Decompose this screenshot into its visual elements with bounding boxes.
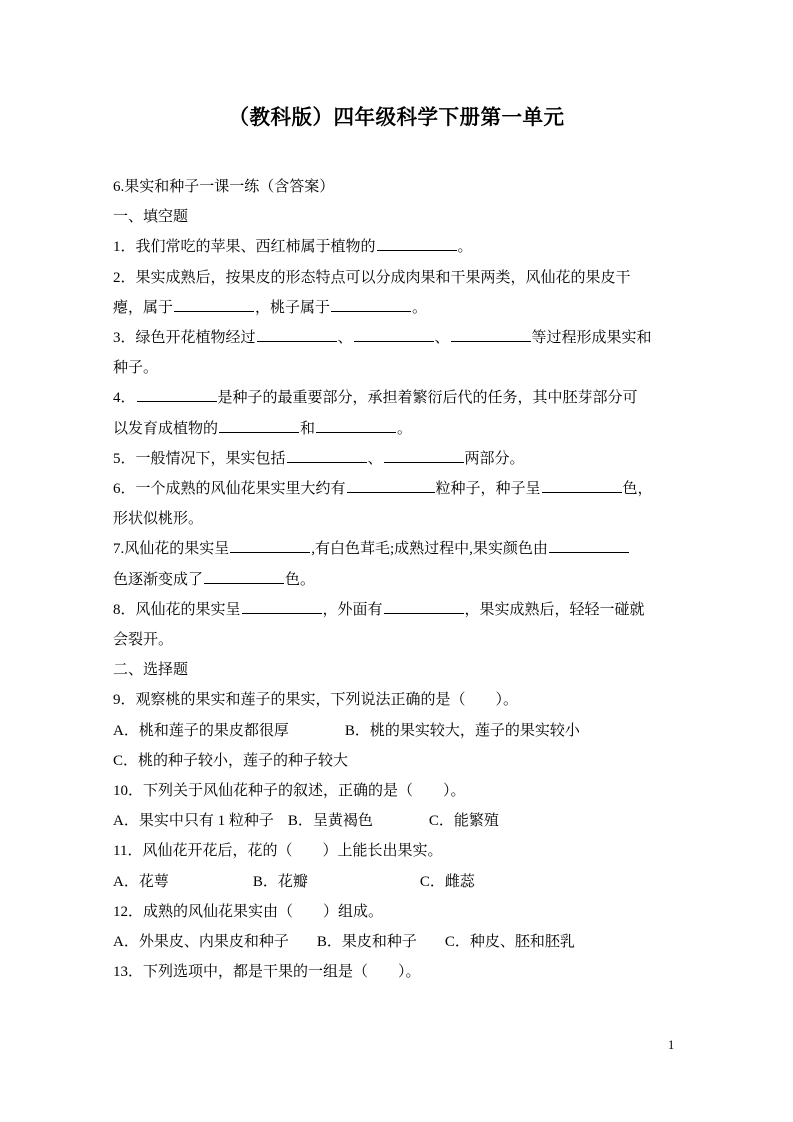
question-7-text-b: ,有白色茸毛;成熟过程中,果实颜色由 bbox=[311, 541, 548, 558]
answer-blank bbox=[384, 448, 464, 463]
question-4-text-b: 是种子的最重要部分，承担着繁衍后代的任务，其中胚芽部分可 bbox=[217, 390, 638, 407]
question-7-line-1 bbox=[113, 534, 683, 564]
question-5-text-b: 、 bbox=[367, 450, 383, 467]
question-2-text-c: ，桃子属于 bbox=[255, 299, 331, 316]
question-10-text: 10．下列关于风仙花种子的叙述，正确的是（ ）。 bbox=[113, 783, 466, 800]
question-3-text-c: 、 bbox=[434, 330, 450, 347]
question-8-line-1 bbox=[113, 595, 683, 625]
question-10-option-a: A．果实中只有 1 粒种子 bbox=[113, 813, 274, 830]
question-12 bbox=[113, 897, 683, 927]
question-12-options bbox=[113, 927, 683, 957]
answer-blank bbox=[204, 568, 284, 583]
answer-blank bbox=[451, 327, 531, 342]
section-heading-multiple-choice-text: 二、选择题 bbox=[113, 662, 189, 679]
answer-blank bbox=[549, 538, 629, 553]
answer-blank bbox=[377, 236, 457, 251]
question-2-text-b: 瘪，属于 bbox=[113, 299, 174, 316]
question-2-text-a: 2．果实成熟后，按果皮的形态特点可以分成肉果和干果两类，风仙花的果皮干 bbox=[113, 269, 631, 286]
question-9-text: 9．观察桃的果实和莲子的果实，下列说法正确的是（ ）。 bbox=[113, 692, 519, 709]
answer-blank bbox=[316, 417, 396, 432]
answer-blank bbox=[257, 327, 337, 342]
question-4-text-d: 和 bbox=[300, 420, 316, 437]
question-3-text-b: 、 bbox=[337, 330, 353, 347]
question-9 bbox=[113, 685, 683, 715]
answer-blank bbox=[230, 538, 310, 553]
answer-blank bbox=[384, 599, 464, 614]
document-body bbox=[113, 172, 683, 987]
question-5 bbox=[113, 444, 683, 474]
page-title: （教科版）四年级科学下册第一单元 bbox=[228, 107, 565, 129]
question-12-option-c: C．种皮、胚和胚乳 bbox=[444, 934, 575, 951]
question-11-option-a: A．花萼 bbox=[113, 873, 169, 890]
question-4-text-e: 。 bbox=[397, 420, 413, 437]
question-1-text-b: 。 bbox=[457, 239, 473, 256]
question-6-text-c: 色， bbox=[622, 481, 653, 498]
question-5-text-c: 两部分。 bbox=[464, 450, 525, 467]
question-1-text-a: 1．我们常吃的苹果、西红柿属于植物的 bbox=[113, 239, 376, 256]
answer-blank bbox=[347, 478, 435, 493]
question-8-text-a: 8．风仙花的果实呈 bbox=[113, 601, 241, 618]
question-3-text-e: 种子。 bbox=[113, 360, 159, 377]
section-heading-fill-in-text: 一、填空题 bbox=[113, 209, 189, 226]
question-7-text-c: 色逐渐变成了 bbox=[113, 571, 204, 588]
answer-blank bbox=[287, 448, 367, 463]
answer-blank bbox=[542, 478, 622, 493]
section-heading-multiple-choice bbox=[113, 655, 683, 685]
question-3-text-a: 3．绿色开花植物经过 bbox=[113, 330, 256, 347]
question-3-line-1 bbox=[113, 323, 683, 353]
question-11 bbox=[113, 836, 683, 866]
question-3-text-d: 等过程形成果实和 bbox=[531, 330, 652, 347]
question-10-options bbox=[113, 806, 683, 836]
question-9-options-line-1 bbox=[113, 716, 683, 746]
exercise-heading bbox=[113, 172, 683, 202]
exercise-heading-text: 6.果实和种子一课一练（含答案） bbox=[113, 179, 335, 195]
question-8-line-2 bbox=[113, 625, 683, 655]
question-1 bbox=[113, 232, 683, 262]
question-2-line-2 bbox=[113, 293, 683, 323]
answer-blank bbox=[354, 327, 434, 342]
question-4-line-2 bbox=[113, 414, 683, 444]
question-9-option-c: C．桃的种子较小，莲子的种子较大 bbox=[113, 752, 349, 769]
section-heading-fill-in bbox=[113, 202, 683, 232]
question-5-text-a: 5．一般情况下，果实包括 bbox=[113, 450, 286, 467]
question-10-option-c: C．能繁殖 bbox=[428, 813, 499, 830]
page-number: 1 bbox=[668, 1038, 675, 1052]
question-12-text: 12．成熟的风仙花果实由（ ）组成。 bbox=[113, 903, 384, 920]
question-6-line-1 bbox=[113, 474, 683, 504]
question-12-option-b: B．果皮和种子 bbox=[316, 934, 417, 951]
question-6-line-2 bbox=[113, 504, 683, 534]
question-11-option-c: C．雌蕊 bbox=[419, 873, 475, 890]
question-10 bbox=[113, 776, 683, 806]
answer-blank bbox=[219, 417, 299, 432]
answer-blank bbox=[174, 297, 254, 312]
question-10-option-b: B．呈黄褐色 bbox=[287, 813, 373, 830]
question-6-text-a: 6．一个成熟的风仙花果实里大约有 bbox=[113, 481, 346, 498]
answer-blank bbox=[137, 387, 217, 402]
question-9-option-a: A．桃和莲子的果皮都很厚 bbox=[113, 722, 289, 739]
question-9-option-b: B．桃的果实较大，莲子的果实较小 bbox=[344, 722, 580, 739]
question-4-text-a: 4． bbox=[113, 390, 136, 407]
question-7-text-d: 色。 bbox=[285, 571, 316, 588]
question-11-options bbox=[113, 867, 683, 897]
answer-blank bbox=[331, 297, 411, 312]
question-8-text-b: ，外面有 bbox=[322, 601, 383, 618]
answer-blank bbox=[242, 599, 322, 614]
question-11-text: 11．风仙花开花后，花的（ ）上能长出果实。 bbox=[113, 843, 443, 860]
question-2-line-1 bbox=[113, 263, 683, 293]
question-4-line-1 bbox=[113, 383, 683, 413]
question-3-line-2 bbox=[113, 353, 683, 383]
question-13 bbox=[113, 957, 683, 987]
question-6-text-b: 粒种子，种子呈 bbox=[435, 481, 541, 498]
question-8-text-d: 会裂开。 bbox=[113, 632, 174, 649]
question-7-text-a: 7.风仙花的果实呈 bbox=[113, 541, 230, 558]
question-6-text-d: 形状似桃形。 bbox=[113, 511, 204, 528]
question-2-text-d: 。 bbox=[412, 299, 428, 316]
question-9-options-line-2 bbox=[113, 746, 683, 776]
question-8-text-c: ，果实成熟后，轻轻一碰就 bbox=[464, 601, 645, 618]
question-11-option-b: B．花瓣 bbox=[252, 873, 308, 890]
question-12-option-a: A．外果皮、内果皮和种子 bbox=[113, 934, 289, 951]
question-13-text: 13．下列选项中，都是干果的一组是（ ）。 bbox=[113, 964, 421, 981]
question-7-line-2 bbox=[113, 565, 683, 595]
question-4-text-c: 以发育成植物的 bbox=[113, 420, 219, 437]
